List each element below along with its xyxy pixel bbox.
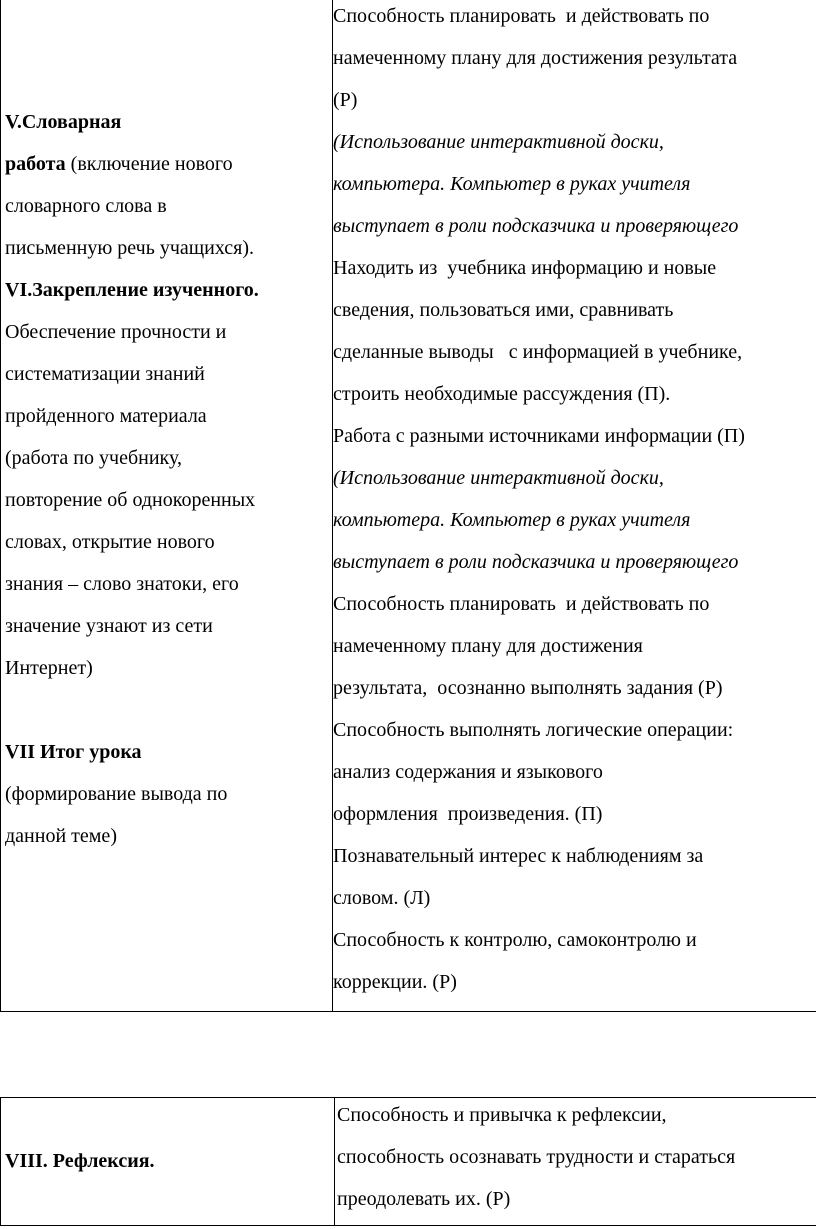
text-run: Познавательный интерес к наблюдениям за (333, 845, 704, 867)
text-run: компьютера. Компьютер в руках учителя (333, 173, 691, 195)
text-line (333, 625, 745, 667)
text-line (5, 185, 259, 227)
text-run: V.Словарная (5, 111, 122, 133)
text-run: намеченному плану для достижения (333, 635, 643, 657)
text-run: письменную речь учащихся). (5, 237, 255, 259)
text-run: способность осознавать трудности и стараться (337, 1146, 736, 1168)
text-run: коррекции. (Р) (333, 971, 457, 993)
text-line (5, 479, 259, 521)
text-run: сведения, пользоваться ими, сравнивать (333, 299, 674, 321)
text-line (333, 793, 745, 835)
reflection-competency-text (337, 1098, 735, 1220)
text-run: оформления произведения. (П) (333, 803, 603, 825)
text-run: работа (5, 153, 66, 175)
text-run: пройденного материала (5, 405, 207, 427)
text-line (5, 395, 259, 437)
text-line (333, 457, 745, 499)
text-line (5, 311, 259, 353)
text-run: Способность и привычка к рефлексии, (337, 1104, 667, 1126)
text-line (333, 289, 745, 331)
text-run: Работа с разными источниками информации (П) (333, 425, 745, 447)
text-line (333, 37, 745, 79)
text-line (5, 689, 259, 731)
text-line (5, 563, 259, 605)
text-line (333, 583, 745, 625)
text-line (333, 331, 745, 373)
text-run: знания – слово знатоки, его (5, 573, 239, 595)
text-line (333, 0, 745, 37)
text-line (333, 205, 745, 247)
text-run: Находить из учебника информацию и новые (333, 257, 717, 279)
text-line (5, 143, 259, 185)
text-run: (Р) (333, 89, 358, 111)
text-run: словом. (Л) (333, 887, 431, 909)
text-run: сделанные выводы с информацией в учебнике, (333, 341, 743, 363)
text-run: Способность выполнять логические операции: (333, 719, 734, 741)
text-line (5, 773, 259, 815)
text-run: VI.Закрепление изученного. (5, 279, 259, 301)
text-line (333, 373, 745, 415)
text-line (5, 353, 259, 395)
reflection-competency-cell (335, 1098, 816, 1225)
text-run: строить необходимые рассуждения (П). (333, 383, 671, 405)
text-line (333, 121, 745, 163)
text-line (333, 247, 745, 289)
text-run: (Использование интерактивной доски, (333, 467, 664, 489)
text-run: выступает в роли подсказчика и проверяющего (333, 215, 739, 237)
text-line (333, 961, 745, 1003)
text-line (5, 1140, 155, 1182)
text-line (5, 437, 259, 479)
text-run: VIII. Рефлексия. (5, 1150, 155, 1172)
text-line (5, 521, 259, 563)
text-line (5, 731, 259, 773)
text-line (333, 415, 745, 457)
text-run: Интернет) (5, 657, 93, 679)
text-line (5, 269, 259, 311)
text-line (5, 815, 259, 857)
text-line (333, 163, 745, 205)
text-line (337, 1098, 735, 1136)
reflection-stage-text (5, 1140, 155, 1182)
text-run: данной теме) (5, 825, 117, 847)
text-run: значение узнают из сети (5, 615, 213, 637)
text-run: VII Итог урока (5, 741, 142, 763)
text-run: анализ содержания и языкового (333, 761, 603, 783)
text-line (5, 101, 259, 143)
text-line (333, 79, 745, 121)
text-line (333, 667, 745, 709)
text-run: повторение об однокоренных (5, 489, 256, 511)
text-run: Способность планировать и действовать по (333, 5, 710, 27)
text-line (5, 227, 259, 269)
text-line (337, 1136, 735, 1178)
text-run: систематизации знаний (5, 363, 205, 385)
text-line (5, 605, 259, 647)
text-run: словарного слова в (5, 195, 167, 217)
text-run: намеченному плану для достижения результата (333, 47, 738, 69)
text-run: преодолевать их. (Р) (337, 1188, 511, 1210)
text-run: выступает в роли подсказчика и проверяющего (333, 551, 739, 573)
text-run: (включение нового (65, 153, 233, 175)
text-line (333, 877, 745, 919)
text-line (333, 751, 745, 793)
stages-cell (1, 0, 333, 1011)
text-run: словах, открытие нового (5, 531, 215, 553)
text-line (333, 919, 745, 961)
stages-text (5, 101, 259, 857)
text-line (333, 709, 745, 751)
text-line (337, 1178, 735, 1220)
reflection-stage-cell (1, 1098, 335, 1225)
text-run: Способность к контролю, самоконтролю и (333, 929, 697, 951)
competencies-text (333, 0, 745, 1003)
reflection-table (0, 1097, 816, 1226)
text-run: (Использование интерактивной доски, (333, 131, 664, 153)
text-run: результата, осознанно выполнять задания (Р) (333, 677, 723, 699)
text-line (333, 835, 745, 877)
text-line (5, 647, 259, 689)
text-line (333, 541, 745, 583)
text-run: (работа по учебнику, (5, 447, 182, 469)
text-line (333, 499, 745, 541)
competencies-cell (333, 0, 816, 1011)
text-run: компьютера. Компьютер в руках учителя (333, 509, 691, 531)
text-run: (формирование вывода по (5, 783, 228, 805)
text-run: Способность планировать и действовать по (333, 593, 710, 615)
text-run: Обеспечение прочности и (5, 321, 227, 343)
